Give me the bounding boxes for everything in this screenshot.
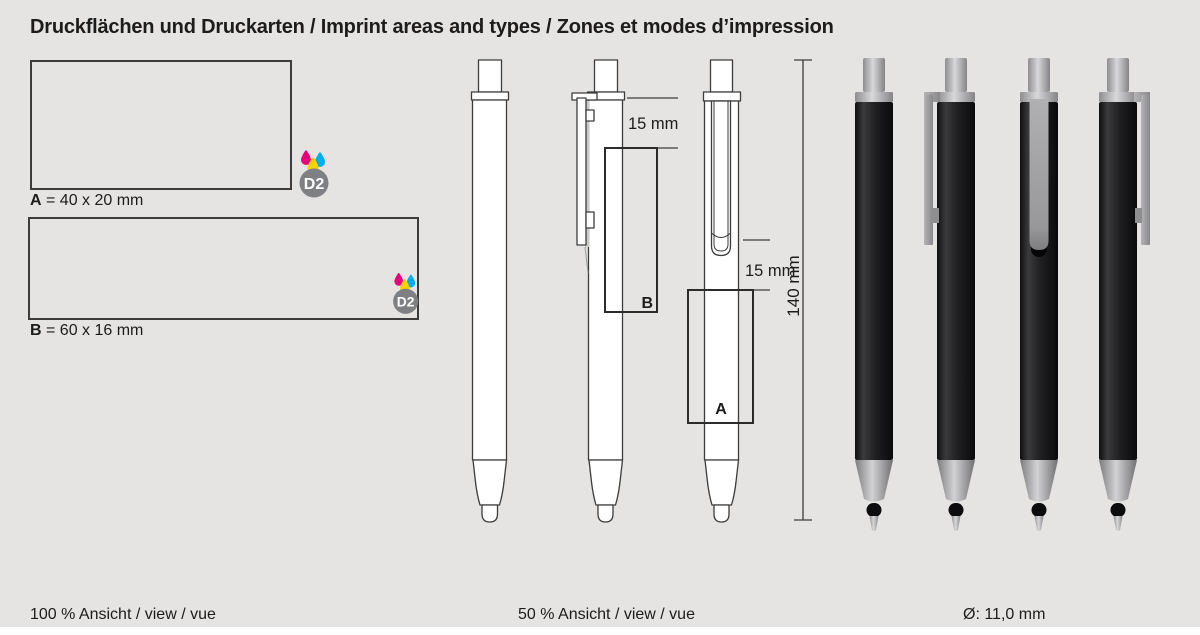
pen-cone bbox=[855, 460, 893, 502]
pen-cone bbox=[1099, 460, 1137, 502]
pen-barrel bbox=[855, 102, 893, 460]
pen-nib bbox=[714, 505, 729, 522]
imprint-area-b-label bbox=[30, 322, 143, 340]
pen-clip-foot bbox=[1135, 208, 1142, 223]
pen-barrel bbox=[473, 100, 507, 460]
pen-clip-foot bbox=[932, 208, 939, 223]
pen-tip bbox=[952, 516, 961, 531]
imprint-area-a-letter: A bbox=[30, 192, 42, 209]
dimension-140mm-label: 140 mm bbox=[784, 255, 803, 317]
d2-print-badge-icon bbox=[296, 148, 334, 200]
page-title: Druckflächen und Druckarten / Imprint areas and types / Zones et modes d’impression bbox=[30, 16, 834, 38]
d2-badge-text: D2 bbox=[396, 293, 415, 310]
pen-tip bbox=[1035, 516, 1044, 531]
pen-grip-ball bbox=[1032, 503, 1047, 517]
pen-black-front-view bbox=[1005, 55, 1073, 535]
pen-black-back-view bbox=[840, 55, 908, 535]
pen-cone bbox=[705, 460, 739, 505]
pen-top-ring bbox=[704, 92, 741, 101]
pen-clip-foot bbox=[586, 212, 594, 228]
diameter-label: Ø: 11,0 mm bbox=[963, 606, 1046, 623]
view-scale-50-label: 50 % Ansicht / view / vue bbox=[518, 606, 695, 623]
pen-top-ring bbox=[1099, 92, 1137, 102]
imprint-area-b-letter: B bbox=[30, 322, 42, 339]
pen-top-ring bbox=[937, 92, 975, 102]
pen-barrel bbox=[1099, 102, 1137, 460]
pen-outline-side-view bbox=[565, 55, 687, 525]
pen-top-ring bbox=[855, 92, 893, 102]
pen-plunger bbox=[1107, 58, 1129, 92]
pen-clip bbox=[924, 95, 933, 245]
pen-cone bbox=[937, 460, 975, 502]
imprint-area-a-label bbox=[30, 192, 143, 210]
imprint-area-b-box bbox=[28, 217, 419, 320]
dimension-15mm-label: 15 mm bbox=[628, 115, 679, 133]
imprint-area-a-box bbox=[30, 60, 292, 190]
pen-tip bbox=[870, 516, 879, 531]
pen-cone bbox=[1020, 460, 1058, 502]
pen-cone bbox=[473, 460, 507, 505]
clip-shadow-edge bbox=[585, 247, 588, 273]
view-scale-100-label: 100 % Ansicht / view / vue bbox=[30, 606, 216, 623]
imprint-zone-a-letter: A bbox=[715, 401, 727, 418]
pen-outline-back-view bbox=[460, 55, 520, 525]
imprint-area-b-size: = 60 x 16 mm bbox=[41, 322, 144, 339]
pen-plunger bbox=[863, 58, 885, 92]
pen-grip-ball bbox=[949, 503, 964, 517]
imprint-area-a-size: = 40 x 20 mm bbox=[41, 192, 144, 209]
pen-plunger bbox=[1028, 58, 1050, 92]
pen-plunger bbox=[711, 60, 733, 92]
pen-plunger bbox=[945, 58, 967, 92]
pen-grip-ball bbox=[1111, 503, 1126, 517]
d2-badge-text: D2 bbox=[303, 176, 325, 193]
pen-clip-top-notch bbox=[586, 110, 594, 121]
pen-clip-front bbox=[1030, 99, 1049, 250]
d2-print-badge-icon bbox=[390, 271, 423, 316]
pen-clip bbox=[577, 98, 586, 245]
imprint-zone-b-letter: B bbox=[641, 295, 653, 312]
pen-plunger bbox=[479, 60, 502, 92]
pen-cone bbox=[589, 460, 623, 505]
page-bottom-strip bbox=[0, 627, 1200, 635]
pen-nib bbox=[598, 505, 613, 522]
pen-grip-ball bbox=[867, 503, 882, 517]
pen-tip bbox=[1114, 516, 1123, 531]
pen-barrel bbox=[937, 102, 975, 460]
dimension-15mm-label: 15 mm bbox=[745, 262, 796, 280]
pen-clip bbox=[1141, 95, 1150, 245]
pen-black-side-view-clip-right bbox=[1084, 55, 1152, 535]
pen-plunger bbox=[595, 60, 618, 92]
pen-black-side-view-clip-left bbox=[922, 55, 990, 535]
pen-top-ring bbox=[472, 92, 509, 100]
pen-nib bbox=[482, 505, 498, 522]
